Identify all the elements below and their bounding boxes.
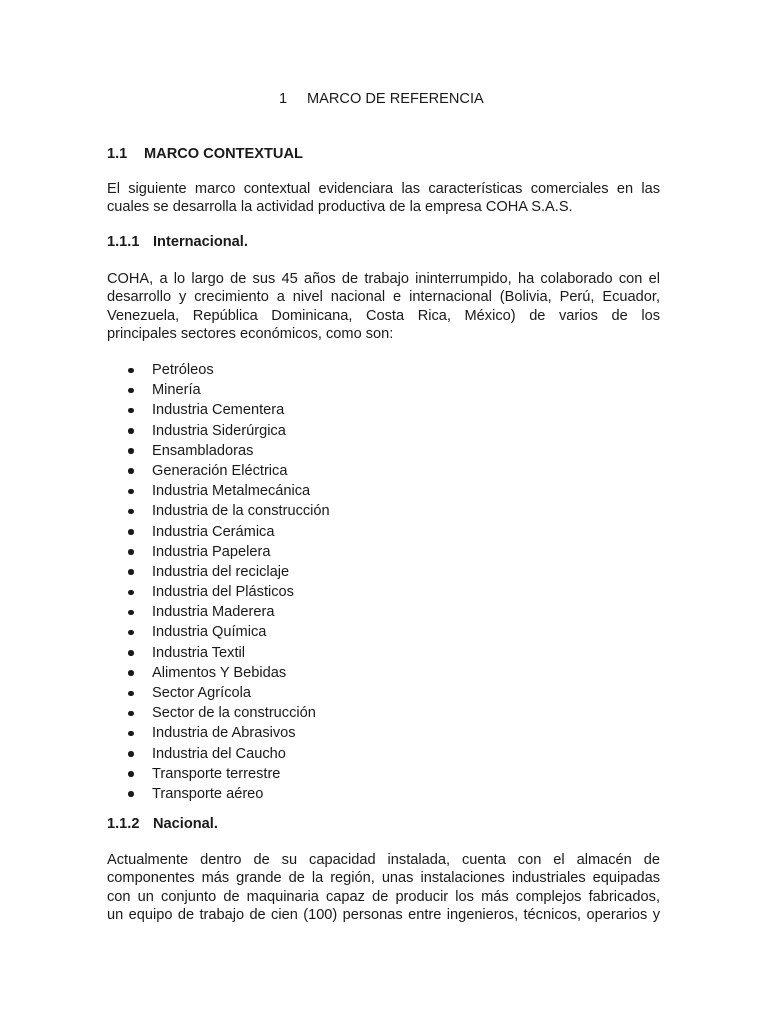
bullet-icon — [128, 509, 134, 515]
paragraph-line: COHA, a lo largo de sus 45 años de trabajo ininterrumpido, ha colaborado con el — [107, 271, 660, 287]
paragraph-line: El siguiente marco contextual evidenciara las características comerciales en las — [107, 181, 660, 197]
list-item-label: Generación Eléctrica — [152, 462, 288, 479]
bullet-icon — [128, 489, 134, 495]
bullet-icon — [128, 468, 134, 474]
list-item — [107, 764, 330, 784]
bullet-icon — [128, 630, 134, 636]
section-heading — [107, 146, 303, 162]
bullet-icon — [128, 711, 134, 717]
document-title — [279, 91, 484, 107]
sectors-list — [107, 360, 330, 804]
paragraph-line: componentes más grande de la región, unas instalaciones industriales equipadas — [107, 870, 660, 887]
paragraph-line: Venezuela, República Dominicana, Costa Rica, México) de varios de los — [107, 307, 660, 324]
list-item — [107, 542, 330, 562]
list-item — [107, 380, 330, 400]
list-item-label: Industria Siderúrgica — [152, 422, 286, 439]
paragraph-line: principales sectores económicos, como son: — [107, 325, 394, 342]
list-item-label: Industria Maderera — [152, 604, 275, 621]
list-item-label: Industria del Plásticos — [152, 584, 294, 601]
bullet-icon — [128, 791, 134, 797]
bullet-icon — [128, 610, 134, 616]
list-item — [107, 421, 330, 441]
bullet-icon — [128, 670, 134, 676]
bullet-icon — [128, 771, 134, 777]
subsection-number: 1.1.1 — [107, 234, 140, 250]
subsection-number: 1.1.2 — [107, 816, 140, 832]
list-item-label: Industria Textil — [152, 644, 246, 661]
list-item — [107, 461, 330, 481]
list-item — [107, 723, 330, 743]
bullet-icon — [128, 549, 134, 555]
list-item-label: Transporte aéreo — [152, 785, 264, 802]
bullet-icon — [128, 569, 134, 575]
bullet-icon — [128, 529, 134, 535]
paragraph-line: cuales se desarrolla la actividad productiva de la empresa COHA S.A.S. — [107, 199, 573, 216]
list-item — [107, 663, 330, 683]
list-item-label: Industria Papelera — [152, 543, 271, 560]
intro-paragraph — [107, 180, 660, 217]
list-item — [107, 643, 330, 663]
list-item — [107, 562, 330, 582]
paragraph-line: con un conjunto de maquinaria capaz de producir los más complejos fabricados, — [107, 888, 660, 905]
section-number: 1.1 — [107, 146, 128, 162]
subsection-heading-nacional — [107, 816, 218, 832]
list-item-label: Industria Química — [152, 624, 267, 641]
bullet-icon — [128, 650, 134, 656]
subsection-text: Nacional. — [153, 816, 218, 832]
bullet-icon — [128, 408, 134, 414]
bullet-icon — [128, 368, 134, 374]
list-item — [107, 360, 330, 380]
paragraph-line: un equipo de trabajo de cien (100) personas entre ingenieros, técnicos, operarios y — [107, 906, 660, 923]
list-item — [107, 582, 330, 602]
title-text: MARCO DE REFERENCIA — [307, 91, 484, 107]
list-item — [107, 703, 330, 723]
list-item-label: Alimentos Y Bebidas — [152, 664, 287, 681]
list-item — [107, 622, 330, 642]
bullet-icon — [128, 751, 134, 757]
paragraph-line: Actualmente dentro de su capacidad instalada, cuenta con el almacén de — [107, 852, 660, 868]
list-item-label: Petróleos — [152, 362, 214, 378]
bullet-icon — [128, 691, 134, 697]
list-item-label: Sector de la construcción — [152, 705, 316, 722]
bullet-icon — [128, 428, 134, 434]
list-item — [107, 481, 330, 501]
list-item-label: Industria Metalmecánica — [152, 483, 311, 500]
list-item-label: Transporte terrestre — [152, 765, 281, 782]
section-text: MARCO CONTEXTUAL — [144, 146, 303, 162]
list-item — [107, 501, 330, 521]
list-item — [107, 400, 330, 420]
subsection-text: Internacional. — [153, 234, 248, 250]
internacional-paragraph — [107, 270, 660, 343]
bullet-icon — [128, 388, 134, 394]
list-item-label: Sector Agrícola — [152, 685, 251, 701]
paragraph-line: desarrollo y crecimiento a nivel nacional e internacional (Bolivia, Perú, Ecuador, — [107, 289, 660, 306]
bullet-icon — [128, 448, 134, 454]
nacional-paragraph — [107, 851, 660, 924]
list-item — [107, 602, 330, 622]
list-item — [107, 744, 330, 764]
list-item-label: Industria Cerámica — [152, 523, 275, 540]
list-item-label: Industria del reciclaje — [152, 563, 290, 580]
list-item-label: Industria del Caucho — [152, 745, 286, 762]
list-item — [107, 683, 330, 703]
list-item — [107, 441, 330, 461]
bullet-icon — [128, 731, 134, 737]
list-item — [107, 784, 330, 804]
list-item-label: Industria de la construcción — [152, 503, 330, 520]
list-item-label: Industria de Abrasivos — [152, 725, 296, 742]
list-item-label: Minería — [152, 382, 201, 399]
list-item — [107, 522, 330, 542]
list-item-label: Ensambladoras — [152, 442, 254, 459]
subsection-heading-internacional — [107, 234, 248, 250]
title-number: 1 — [279, 91, 288, 107]
list-item-label: Industria Cementera — [152, 402, 285, 419]
bullet-icon — [128, 590, 134, 596]
